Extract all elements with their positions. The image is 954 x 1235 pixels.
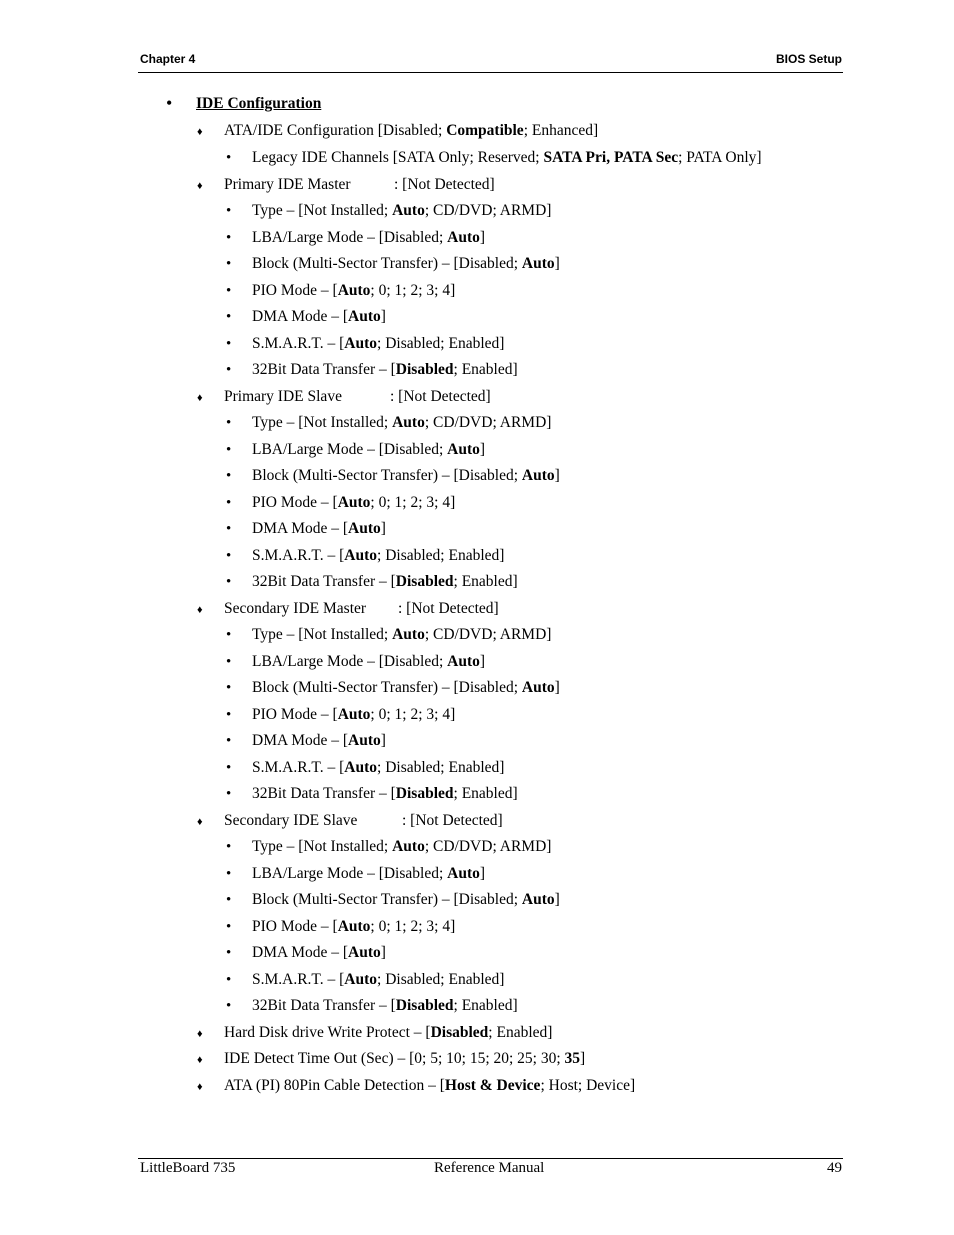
round-bullet: • xyxy=(226,495,232,511)
device-option-line: Type – [Not Installed; Auto; CD/DVD; ARMD] xyxy=(252,414,552,431)
device-option-line: PIO Mode – [Auto; 0; 1; 2; 3; 4] xyxy=(252,918,456,935)
round-bullet: • xyxy=(226,680,232,696)
footer-manual: Reference Manual xyxy=(434,1160,545,1176)
device-option-line: Block (Multi-Sector Transfer) – [Disabled; Auto] xyxy=(252,891,560,908)
round-bullet: • xyxy=(226,786,232,802)
round-bullet: • xyxy=(226,230,232,246)
round-bullet: • xyxy=(226,283,232,299)
round-bullet: • xyxy=(226,150,232,166)
setting-line: IDE Detect Time Out (Sec) – [0; 5; 10; 15; 20; 25; 30; 35] xyxy=(224,1050,586,1067)
round-bullet: • xyxy=(226,574,232,590)
device-option-line: S.M.A.R.T. – [Auto; Disabled; Enabled] xyxy=(252,759,505,776)
device-option-line: DMA Mode – [Auto] xyxy=(252,308,386,325)
round-bullet: • xyxy=(226,548,232,564)
diamond-bullet: ♦ xyxy=(197,1081,203,1093)
legacy-ide-channels-line: Legacy IDE Channels [SATA Only; Reserved; SATA Pri, PATA Sec; PATA Only] xyxy=(252,149,762,166)
device-option-line: S.M.A.R.T. – [Auto; Disabled; Enabled] xyxy=(252,547,505,564)
device-label: Secondary IDE Master xyxy=(224,600,367,617)
diamond-bullet: ♦ xyxy=(197,816,203,828)
setting-line: Hard Disk drive Write Protect – [Disabled; Enabled] xyxy=(224,1024,553,1041)
device-option-line: LBA/Large Mode – [Disabled; Auto] xyxy=(252,653,486,670)
ata-ide-config-line: ATA/IDE Configuration [Disabled; Compatible; Enhanced] xyxy=(224,122,599,139)
round-bullet: • xyxy=(226,309,232,325)
device-status: : [Not Detected] xyxy=(394,176,495,193)
footer-product: LittleBoard 735 xyxy=(140,1160,236,1176)
device-option-line: Type – [Not Installed; Auto; CD/DVD; ARMD] xyxy=(252,202,552,219)
device-option-line: DMA Mode – [Auto] xyxy=(252,944,386,961)
round-bullet: • xyxy=(226,919,232,935)
title-bullet: • xyxy=(166,93,173,113)
round-bullet: • xyxy=(226,839,232,855)
round-bullet: • xyxy=(226,733,232,749)
diamond-bullet: ♦ xyxy=(197,604,203,616)
round-bullet: • xyxy=(226,442,232,458)
round-bullet: • xyxy=(226,468,232,484)
footer-page-number: 49 xyxy=(827,1160,842,1176)
device-option-line: S.M.A.R.T. – [Auto; Disabled; Enabled] xyxy=(252,971,505,988)
device-option-line: Block (Multi-Sector Transfer) – [Disabled; Auto] xyxy=(252,679,560,696)
device-status: : [Not Detected] xyxy=(398,600,499,617)
setting-line: ATA (PI) 80Pin Cable Detection – [Host & Device; Host; Device] xyxy=(224,1077,636,1094)
device-option-line: PIO Mode – [Auto; 0; 1; 2; 3; 4] xyxy=(252,706,456,723)
round-bullet: • xyxy=(226,627,232,643)
device-option-line: Type – [Not Installed; Auto; CD/DVD; ARMD] xyxy=(252,626,552,643)
device-option-line: DMA Mode – [Auto] xyxy=(252,520,386,537)
device-option-line: 32Bit Data Transfer – [Disabled; Enabled] xyxy=(252,573,518,590)
device-label: Secondary IDE Slave xyxy=(224,812,358,829)
device-label: Primary IDE Slave xyxy=(224,388,342,405)
round-bullet: • xyxy=(226,362,232,378)
device-option-line: LBA/Large Mode – [Disabled; Auto] xyxy=(252,229,486,246)
running-header-chapter: Chapter 4 xyxy=(140,52,196,66)
device-option-line: Block (Multi-Sector Transfer) – [Disabled; Auto] xyxy=(252,255,560,272)
header-rule xyxy=(138,72,843,73)
device-option-line: Block (Multi-Sector Transfer) – [Disabled; Auto] xyxy=(252,467,560,484)
round-bullet: • xyxy=(226,760,232,776)
round-bullet: • xyxy=(226,256,232,272)
round-bullet: • xyxy=(226,998,232,1014)
round-bullet: • xyxy=(226,336,232,352)
diamond-bullet: ♦ xyxy=(197,1054,203,1066)
diamond-bullet: ♦ xyxy=(197,180,203,192)
diamond-bullet: ♦ xyxy=(197,126,203,138)
device-option-line: 32Bit Data Transfer – [Disabled; Enabled] xyxy=(252,361,518,378)
round-bullet: • xyxy=(226,521,232,537)
device-status: : [Not Detected] xyxy=(390,388,491,405)
device-option-line: LBA/Large Mode – [Disabled; Auto] xyxy=(252,441,486,458)
device-option-line: PIO Mode – [Auto; 0; 1; 2; 3; 4] xyxy=(252,282,456,299)
diamond-bullet: ♦ xyxy=(197,1028,203,1040)
device-option-line: PIO Mode – [Auto; 0; 1; 2; 3; 4] xyxy=(252,494,456,511)
round-bullet: • xyxy=(226,866,232,882)
round-bullet: • xyxy=(226,945,232,961)
running-header-section: BIOS Setup xyxy=(775,52,842,66)
round-bullet: • xyxy=(226,892,232,908)
round-bullet: • xyxy=(226,654,232,670)
device-option-line: S.M.A.R.T. – [Auto; Disabled; Enabled] xyxy=(252,335,505,352)
device-option-line: 32Bit Data Transfer – [Disabled; Enabled] xyxy=(252,785,518,802)
round-bullet: • xyxy=(226,415,232,431)
device-option-line: Type – [Not Installed; Auto; CD/DVD; ARMD] xyxy=(252,838,552,855)
round-bullet: • xyxy=(226,707,232,723)
device-option-line: DMA Mode – [Auto] xyxy=(252,732,386,749)
device-label: Primary IDE Master xyxy=(224,176,351,193)
round-bullet: • xyxy=(226,203,232,219)
device-status: : [Not Detected] xyxy=(402,812,503,829)
round-bullet: • xyxy=(226,972,232,988)
diamond-bullet: ♦ xyxy=(197,392,203,404)
device-option-line: LBA/Large Mode – [Disabled; Auto] xyxy=(252,865,486,882)
footer-rule xyxy=(138,1158,843,1159)
section-title: IDE Configuration xyxy=(196,95,322,112)
device-option-line: 32Bit Data Transfer – [Disabled; Enabled] xyxy=(252,997,518,1014)
